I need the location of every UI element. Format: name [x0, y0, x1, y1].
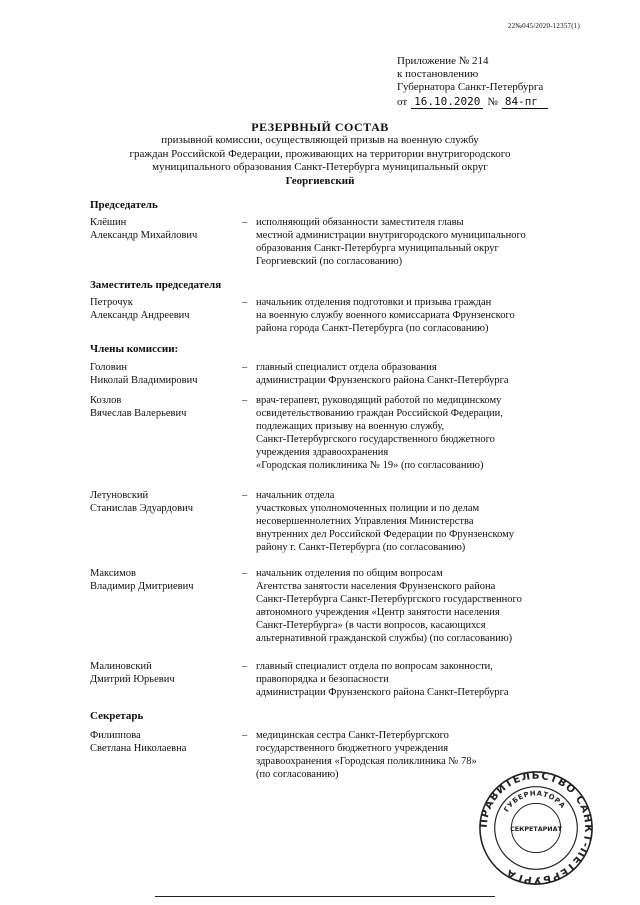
surname: Козлов — [90, 395, 122, 406]
appendix-line: Приложение № 214 — [397, 55, 489, 67]
section-chair: Председатель — [90, 199, 158, 211]
entry-name — [90, 660, 240, 686]
description-line: району г. Санкт-Петербурга (по согласованию) — [256, 542, 466, 553]
entry-name — [90, 216, 240, 242]
footer-rule — [155, 896, 495, 897]
appendix-block — [397, 55, 617, 109]
entry-name — [90, 567, 240, 593]
surname: Летуновский — [90, 490, 149, 501]
surname: Малиновский — [90, 661, 152, 672]
description-line: Георгиевский (по согласованию) — [256, 256, 403, 267]
description-line: главный специалист отдела образования — [256, 362, 437, 373]
description-line: врач-терапевт, руководящий работой по медицинскому — [256, 395, 502, 406]
entry-description — [256, 361, 616, 387]
entry-dash: – — [242, 362, 248, 373]
description-line: внутренних дел Российской Федерации по Фрунзенскому — [256, 529, 515, 540]
description-line: Санкт-Петербурга Санкт-Петербургского государственного — [256, 594, 522, 605]
number-sign: № — [487, 96, 498, 108]
description-line: исполняющий обязанности заместителя главы — [256, 217, 464, 228]
description-line: начальник отделения по общим вопросам — [256, 568, 443, 579]
entry-name — [90, 296, 240, 322]
description-line: альтернативной гражданской службы) (по согласованию) — [256, 633, 513, 644]
description-line: «Городская поликлиника № 19» (по согласованию) — [256, 460, 484, 471]
entry-name — [90, 729, 240, 755]
description-line: Санкт-Петербурга» (в части вопросов, касающихся — [256, 620, 486, 631]
given-names: Светлана Николаевна — [90, 743, 187, 754]
description-line: подлежащих призыву на военную службу, — [256, 421, 445, 432]
title-line: призывной комиссии, осуществляющей призыв на военную службу — [161, 134, 479, 146]
section-deputy: Заместитель председателя — [90, 279, 222, 291]
title-line: Георгиевский — [285, 174, 355, 187]
description-line: начальник отдела — [256, 490, 335, 501]
title-main: РЕЗЕРВНЫЙ СОСТАВ — [251, 120, 389, 134]
document-title — [0, 120, 640, 188]
description-line: несовершеннолетних Управления Министерства — [256, 516, 474, 527]
description-line: главный специалист отдела по вопросам законности, — [256, 661, 493, 672]
description-line: местной администрации внутригородского муниципального — [256, 230, 526, 241]
title-line: муниципального образования Санкт-Петербурга муниципальный округ — [152, 161, 488, 173]
section-secretary: Секретарь — [90, 710, 144, 722]
given-names: Вячеслав Валерьевич — [90, 408, 187, 419]
description-line: Агентства занятости населения Фрунзенского района — [256, 581, 496, 592]
entry-dash: – — [242, 661, 248, 672]
surname: Клёшин — [90, 217, 127, 228]
date-prefix: от — [397, 96, 408, 108]
surname: Филиппова — [90, 730, 141, 741]
entry-description — [256, 489, 616, 554]
entry-description — [256, 296, 616, 335]
entry-name — [90, 394, 240, 420]
description-line: администрации Фрунзенского района Санкт-Петербурга — [256, 375, 509, 386]
official-stamp-seal — [477, 769, 595, 887]
title-line: граждан Российской Федерации, проживающих на территории внутригородского — [129, 147, 511, 160]
description-line: освидетельствованию граждан Российской Федерации, — [256, 408, 503, 419]
appendix-line: к постановлению — [397, 68, 479, 80]
appendix-number: 84-пг — [502, 95, 548, 109]
given-names: Владимир Дмитриевич — [90, 581, 194, 592]
description-line: медицинская сестра Санкт-Петербургского — [256, 730, 449, 741]
stamp-outer-text: ПРАВИТЕЛЬСТВО САНКТ-ПЕТЕРБУРГА — [477, 769, 595, 887]
description-line: Санкт-Петербургского государственного бюджетного — [256, 434, 495, 445]
section-members: Члены комиссии: — [90, 343, 179, 355]
surname: Головин — [90, 362, 127, 373]
description-line: здравоохранения «Городская поликлиника № 78» — [256, 756, 477, 767]
given-names: Станислав Эдуардович — [90, 503, 193, 514]
description-line: учреждения здравоохранения — [256, 447, 389, 458]
surname: Петрочук — [90, 297, 133, 308]
entry-name — [90, 361, 240, 387]
description-line: участковых уполномоченных полиции и по делам — [256, 503, 480, 514]
appendix-line: Губернатора Санкт-Петербурга — [397, 81, 544, 93]
appendix-date-line — [397, 95, 617, 109]
description-line: района города Санкт-Петербурга (по согласованию) — [256, 323, 489, 334]
entry-dash: – — [242, 297, 248, 308]
given-names: Александр Михайлович — [90, 230, 198, 241]
given-names: Николай Владимирович — [90, 375, 198, 386]
appendix-date: 16.10.2020 — [411, 95, 483, 109]
entry-dash: – — [242, 217, 248, 228]
document-code: 22№045/2020-12357(1) — [507, 22, 580, 30]
stamp-inner-text: ГУБЕРНАТОРА — [502, 789, 568, 814]
given-names: Александр Андреевич — [90, 310, 190, 321]
description-line: (по согласованию) — [256, 769, 339, 780]
given-names: Дмитрий Юрьевич — [90, 674, 175, 685]
description-line: правопорядка и безопасности — [256, 674, 389, 685]
entry-name — [90, 489, 240, 515]
entry-dash: – — [242, 490, 248, 501]
surname: Максимов — [90, 568, 136, 579]
entry-description — [256, 216, 616, 268]
description-line: на военную службу военного комиссариата Фрунзенского — [256, 310, 515, 321]
description-line: администрации Фрунзенского района Санкт-Петербурга — [256, 687, 509, 698]
entry-description — [256, 394, 616, 472]
entry-dash: – — [242, 568, 248, 579]
stamp-center-text: СЕКРЕТАРИАТ — [510, 824, 562, 833]
description-line: начальник отделения подготовки и призыва граждан — [256, 297, 492, 308]
description-line: государственного бюджетного учреждения — [256, 743, 449, 754]
entry-dash: – — [242, 395, 248, 406]
description-line: образования Санкт-Петербурга муниципальный округ — [256, 243, 499, 254]
entry-description — [256, 660, 616, 699]
description-line: автономного учреждения «Центр занятости населения — [256, 607, 500, 618]
entry-dash: – — [242, 730, 248, 741]
entry-description — [256, 567, 616, 645]
